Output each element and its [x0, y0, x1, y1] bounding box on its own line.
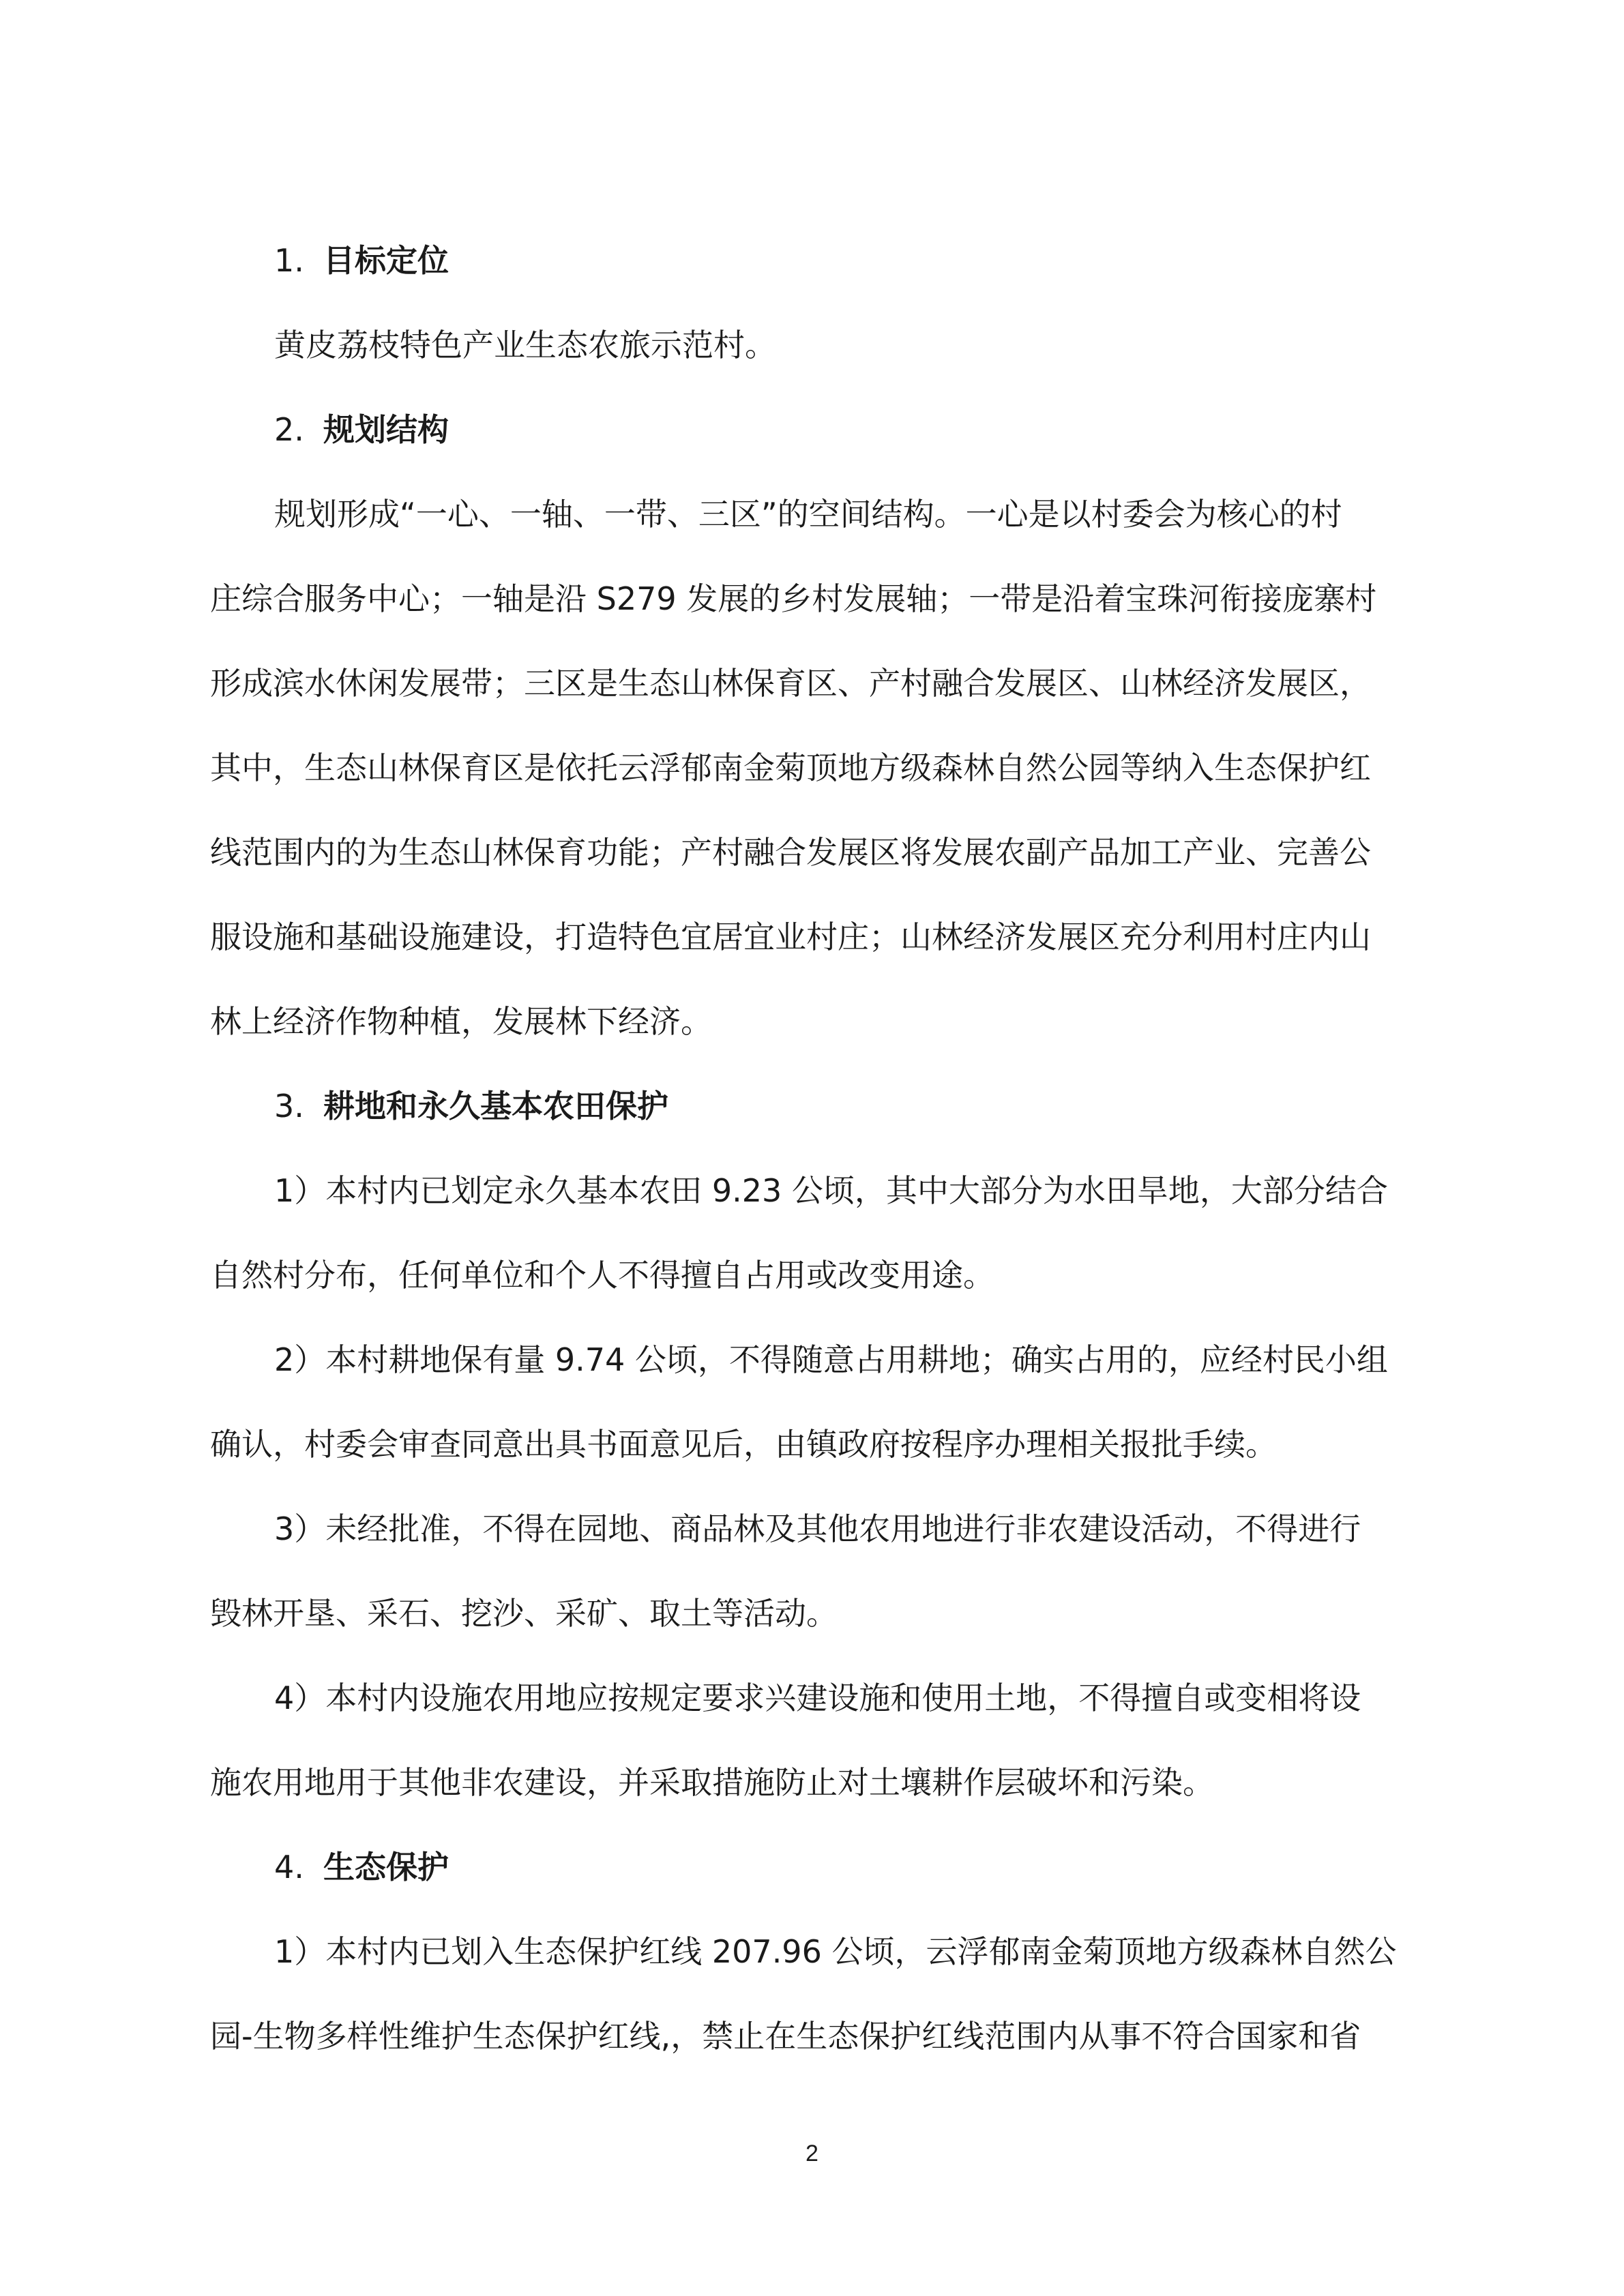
section-title: 生态保护 [323, 1849, 449, 1885]
section-number: 3. [274, 1088, 304, 1124]
section-heading [210, 387, 1412, 472]
paragraph-line: 黄皮荔枝特色产业生态农旅示范村。 [274, 327, 776, 363]
paragraph-line: 线范围内的为生态山林保育功能；产村融合发展区将发展农副产品加工产业、完善公 [210, 834, 1371, 871]
paragraph-line: 林上经济作物种植，发展林下经济。 [210, 1003, 712, 1040]
paragraph-line: 其中，生态山林保育区是依托云浮郁南金菊顶地方级森林自然公园等纳入生态保护红 [210, 749, 1371, 786]
section-number: 2. [274, 411, 304, 448]
paragraph-line: 确认，村委会审查同意出具书面意见后，由镇政府按程序办理相关报批手续。 [210, 1426, 1277, 1463]
section-title: 耕地和永久基本农田保护 [323, 1088, 668, 1124]
paragraph-line: 庄综合服务中心；一轴是沿 S279 发展的乡村发展轴；一带是沿着宝珠河衔接庞寨村 [210, 580, 1377, 617]
paragraph-line: 规划形成“一心、一轴、一带、三区”的空间结构。一心是以村委会为核心的村 [274, 496, 1342, 533]
paragraph-line: 自然村分布，任何单位和个人不得擅自占用或改变用途。 [210, 1257, 994, 1294]
paragraph-line: 4）本村内设施农用地应按规定要求兴建设施和使用土地，不得擅自或变相将设 [274, 1680, 1361, 1716]
paragraph-line: 服设施和基础设施建设，打造特色宜居宜业村庄；山林经济发展区充分利用村庄内山 [210, 919, 1371, 955]
section-heading [210, 1064, 1412, 1148]
section-title: 目标定位 [323, 242, 449, 279]
paragraph-line: 3）未经批准，不得在园地、商品林及其他农用地进行非农建设活动，不得进行 [274, 1510, 1361, 1547]
document-body [210, 218, 1412, 2078]
paragraph-line: 施农用地用于其他非农建设，并采取措施防止对土壤耕作层破坏和污染。 [210, 1764, 1214, 1801]
section-number: 4. [274, 1849, 304, 1885]
paragraph-line: 1）本村内已划入生态保护红线 207.96 公顷，云浮郁南金菊顶地方级森林自然公 [274, 1933, 1397, 1970]
page-number: 2 [806, 2141, 818, 2166]
section-heading [210, 218, 1412, 303]
section-number: 1. [274, 242, 304, 279]
section-title: 规划结构 [323, 411, 449, 448]
paragraph-line: 2）本村耕地保有量 9.74 公顷，不得随意占用耕地；确实占用的，应经村民小组 [274, 1341, 1388, 1378]
paragraph-line: 1）本村内已划定永久基本农田 9.23 公顷，其中大部分为水田旱地，大部分结合 [274, 1172, 1388, 1209]
paragraph-line: 形成滨水休闲发展带；三区是生态山林保育区、产村融合发展区、山林经济发展区， [210, 665, 1371, 702]
paragraph-line: 毁林开垦、采石、挖沙、采矿、取土等活动。 [210, 1595, 838, 1632]
section-heading [210, 1825, 1412, 1909]
paragraph-line: 园-生物多样性维护生态保护红线,，禁止在生态保护红线范围内从事不符合国家和省 [210, 2018, 1361, 2055]
